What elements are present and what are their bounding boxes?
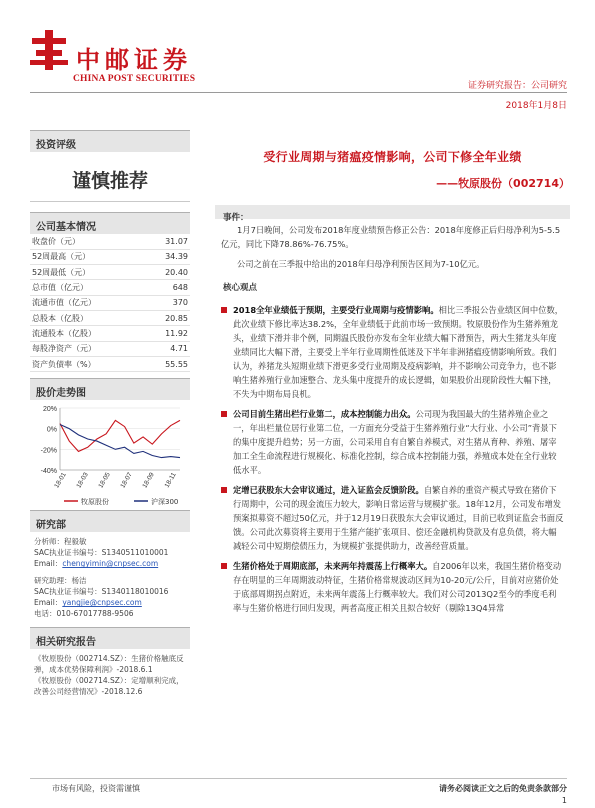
core-points xyxy=(215,303,570,615)
info-value: 11.92 xyxy=(165,328,188,338)
info-label: 总市值（亿元） xyxy=(32,283,88,293)
stock-price-chart xyxy=(30,400,190,510)
chart-ytick-label: -40% xyxy=(40,468,57,476)
core-point xyxy=(215,559,570,615)
core-point xyxy=(215,407,570,477)
analyst1-email-label: Email： xyxy=(34,559,63,569)
core-point xyxy=(215,303,570,401)
chart-series-line-0 xyxy=(60,421,180,452)
info-row xyxy=(30,234,190,249)
chart-legend-label-0: 牧原股份 xyxy=(81,498,109,507)
report-title: 受行业周期与猪瘟疫情影响，公司下修全年业绩 xyxy=(263,150,522,164)
analyst1-email-link[interactable]: chengyimin@cnpsec.com xyxy=(62,559,159,569)
report-header xyxy=(0,0,595,110)
point-headline: 生猪价格处于周期底部，未来两年持震荡上行概率大。 xyxy=(233,561,433,571)
logo-english-text: CHINA POST SECURITIES xyxy=(73,74,196,84)
related-report-2: 《牧原股份（002714.SZ）：定增顺利完成，改善公司经营情况》-2018.12.6 xyxy=(34,676,184,697)
investment-rating: 谨慎推荐 xyxy=(30,152,190,202)
main-content xyxy=(215,130,570,615)
company-info-table xyxy=(30,234,190,372)
chart-ytick-label: 0% xyxy=(46,426,57,434)
core-point xyxy=(215,483,570,553)
chart-xtick-label: 18-07 xyxy=(119,471,134,490)
info-row xyxy=(30,249,190,264)
point-body: 相比三季报公告业绩区间中位数，此次业绩下修比率达38.2%，全年业绩低于此前市场一致预期。牧原股份作为生猪养殖龙头，业绩下滑并非个例，同期温氏股份亦发布全年业绩大幅下滑预告，两大生猪龙头年度业绩同比大幅下滑，主要受上半年行业周期性低迷及下半年非洲猪瘟疫情影响所致。我们认为，养猪龙头短期业绩下滑更多受行业周期及疫病影响，并不影响公司竞争力，也不影响生猪养殖行业加速整合、龙头集中度提升的成长逻辑，如果股价出现阶段性大幅下挫，不失为中期布局良机。 xyxy=(233,305,564,399)
chart-xtick-label: 18-09 xyxy=(141,471,156,490)
analyst1-sac: SAC执业证书编号：S1340511010001 xyxy=(34,548,169,558)
info-label: 总股本（亿股） xyxy=(32,313,88,323)
event-paragraph-2: 公司之前在三季报中给出的2018年归母净利预告区间为7-10亿元。 xyxy=(237,259,485,269)
info-value: 20.40 xyxy=(165,267,188,277)
analyst2-name: 研究助理：杨洁 xyxy=(34,576,87,586)
bullet-square-icon xyxy=(221,411,227,417)
page-number: 1 xyxy=(561,796,567,805)
info-row xyxy=(30,341,190,356)
info-row xyxy=(30,280,190,295)
report-subtitle: ——牧原股份（002714） xyxy=(436,177,570,190)
info-row xyxy=(30,295,190,310)
related-reports xyxy=(30,649,190,701)
analyst-info xyxy=(30,532,190,623)
chart-legend-label-1: 沪深300 xyxy=(151,498,179,507)
analyst1-email-row xyxy=(34,558,186,569)
info-label: 资产负债率（%） xyxy=(32,359,96,369)
chart-ytick-label: 20% xyxy=(42,406,57,414)
analyst2-email-link[interactable]: yangjie@cnpsec.com xyxy=(62,598,142,608)
stock-chart-svg xyxy=(30,400,190,510)
info-label: 每股净资产（元） xyxy=(32,344,96,354)
info-value: 34.39 xyxy=(165,252,188,262)
info-label: 收盘价（元） xyxy=(32,236,80,246)
analyst2-email-row xyxy=(34,597,186,608)
analyst2-email-label: Email： xyxy=(34,598,63,608)
logo-chinese-text: 中邮证券 xyxy=(76,45,192,74)
analyst2-phone: 电话：010-67017788-9506 xyxy=(34,609,134,619)
analyst1-name: 分析师：程毅敏 xyxy=(34,537,87,547)
rating-section-title: 投资评级 xyxy=(30,130,190,152)
point-body: 公司现为我国最大的生猪养殖企业之一，年出栏量位居行业第二位，一方面充分受益于生猪养殖行业“大行业、小公司”背景下的集中度提升趋势；另一方面，公司采用自有自繁自养模式，对生猪从育种、养殖、屠宰加工全生命流程进行规模化、标准化控制，综合成本控制能力强，养殖成本处在全行业较低水平。 xyxy=(233,409,557,475)
info-value: 648 xyxy=(172,283,188,293)
report-date: 2018年1月8日 xyxy=(505,101,567,111)
china-post-logo-icon xyxy=(30,30,68,70)
stock-chart-title: 股价走势图 xyxy=(30,378,190,400)
legal-notice: 请务必阅读正文之后的免责条款部分 xyxy=(439,784,567,793)
info-value: 20.85 xyxy=(165,313,188,323)
chart-xtick-label: 18-05 xyxy=(97,471,112,490)
point-body: 自繁自养的重资产模式导致在猪价下行周期中，公司的现金流压力较大，影响日常运营与规模扩张。18年12月，公司发布增发预案拟募资不超过50亿元，并于12月19日获股东大会审议通过，目前已收到证监会书面反馈。公司此次募资将主要用于生猪产能扩张项目、偿还金融机构贷款及有息负债，将大幅减轻公司中短期偿债压力，为规模扩张提供助力，改善经营质量。 xyxy=(233,485,564,551)
point-body: 自2006年以来，我国生猪价格变动存在明显的三年周期波动特征，生猪价格常规波动区间为10-20元/公斤，目前对应猪价处于底部周期拐点附近，未来两年震荡上行概率较大。我们对公司2013Q2至今的季度毛利率与生猪价格进行回归发现，两者高度正相关且拟合较好（剔除13Q4异常 xyxy=(233,561,562,613)
footer-divider xyxy=(30,778,567,779)
chart-series-line-1 xyxy=(60,425,180,458)
info-row xyxy=(30,326,190,341)
point-headline: 定增已获股东大会审议通过，进入证监会反馈阶段。 xyxy=(233,485,424,495)
event-paragraph-1: 1月7日晚间，公司发布2018年度业绩预告修正公告：2018年度修正后归母净利为5-5.5亿元，同比下降78.86%-76.75%。 xyxy=(221,225,561,249)
info-row xyxy=(30,265,190,280)
info-value: 55.55 xyxy=(165,359,188,369)
risk-disclaimer: 市场有风险，投资需谨慎 xyxy=(52,784,140,793)
info-label: 流通市值（亿元） xyxy=(32,298,96,308)
bullet-square-icon xyxy=(221,307,227,313)
related-reports-title: 相关研究报告 xyxy=(30,627,190,649)
company-info-title: 公司基本情况 xyxy=(30,212,190,234)
event-section-bar xyxy=(215,205,570,223)
info-value: 370 xyxy=(172,298,188,308)
info-label: 52周最高（元） xyxy=(32,252,91,262)
left-sidebar xyxy=(30,130,190,701)
info-value: 4.71 xyxy=(170,344,188,354)
core-views-label: 核心观点 xyxy=(223,283,258,293)
bullet-square-icon xyxy=(221,563,227,569)
info-row xyxy=(30,356,190,371)
bullet-square-icon xyxy=(221,487,227,493)
analyst2-sac: SAC执业证书编号：S1340118010016 xyxy=(34,587,169,597)
report-category: 证券研究报告：公司研究 xyxy=(467,81,567,91)
info-value: 31.07 xyxy=(165,236,188,246)
chart-ytick-label: -20% xyxy=(40,447,57,455)
chart-xtick-label: 18-03 xyxy=(75,471,90,490)
event-label: 事件： xyxy=(223,213,249,223)
info-label: 52周最低（元） xyxy=(32,267,91,277)
info-row xyxy=(30,310,190,325)
analyst-section-title: 研究部 xyxy=(30,510,190,532)
chart-xtick-label: 18-01 xyxy=(53,471,68,490)
point-headline: 公司目前生猪出栏行业第二，成本控制能力出众。 xyxy=(233,409,416,419)
info-label: 流通股本（亿股） xyxy=(32,328,96,338)
point-headline: 2018全年业绩低于预期，主要受行业周期与疫情影响。 xyxy=(233,305,439,315)
chart-xtick-label: 18-11 xyxy=(163,471,178,490)
related-report-1: 《牧原股份（002714.SZ）：生猪价格触底反弹，成本优势保障利润》-2018.6.1 xyxy=(34,654,184,675)
header-divider xyxy=(30,92,567,93)
